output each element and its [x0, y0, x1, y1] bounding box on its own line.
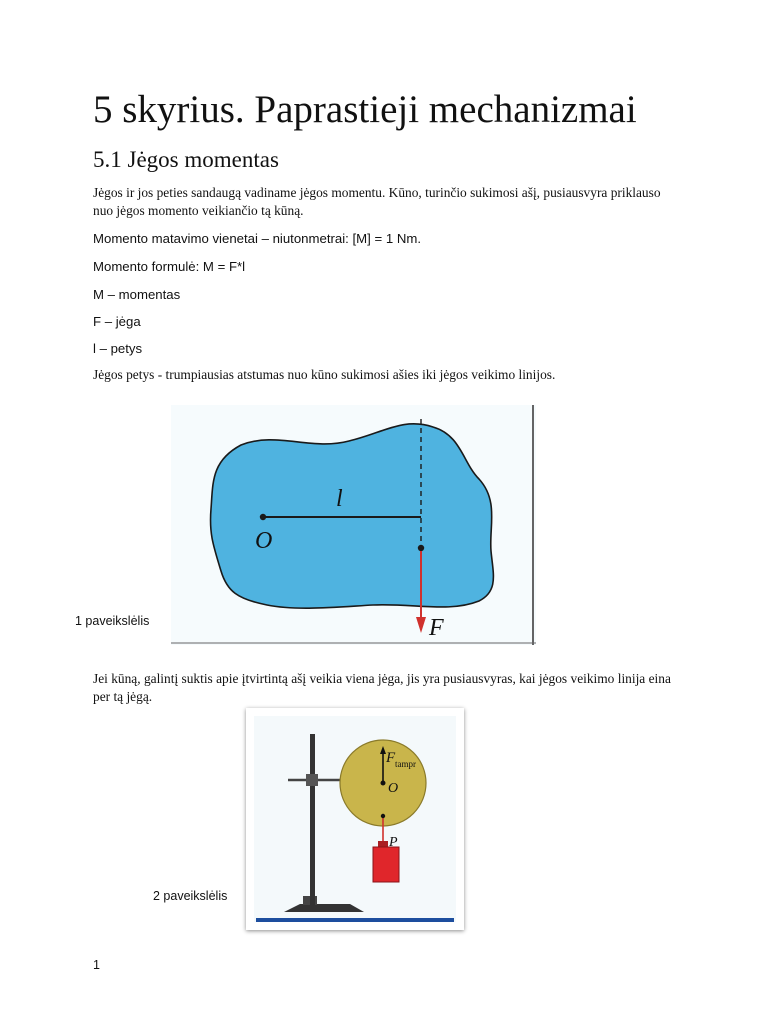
force-application-point — [418, 545, 424, 551]
weight-hook — [378, 841, 388, 847]
weight — [373, 847, 399, 882]
figure-2-background — [254, 716, 456, 922]
figure-2-diagram — [254, 716, 456, 922]
disk-axis-point — [381, 781, 386, 786]
string-attachment-point — [381, 814, 385, 818]
rigid-body-shape — [210, 424, 493, 608]
legend-moment: M – momentas — [93, 287, 181, 302]
stand-clamp — [306, 774, 318, 786]
figure-1-diagram — [171, 405, 536, 645]
elastic-force-subscript: tampr — [395, 759, 416, 769]
paragraph-definition: Jėgos ir jos peties sandaugą vadiname jėgos momentu. Kūno, turinčio sukimosi ašį, pusiausvyra priklauso nuo jėgos momento veikiančio tą kūną. — [93, 185, 661, 218]
legend-force: F – jėga — [93, 314, 141, 329]
weight-label: P — [389, 835, 398, 850]
page-number: 1 — [93, 958, 100, 972]
paragraph-arm-definition: Jėgos petys - trumpiausias atstumas nuo kūno sukimosi ašies iki jėgos veikimo linijos. — [93, 367, 556, 382]
figure-1-caption: 1 paveikslėlis — [75, 614, 150, 628]
rotation-axis-point — [260, 514, 266, 520]
section-title: 5.1 Jėgos momentas — [93, 147, 279, 172]
axis-label: O — [255, 528, 273, 554]
paragraph-units: Momento matavimo vienetai – niutonmetrai: [M] = 1 Nm. — [93, 231, 421, 246]
arm-label: l — [336, 486, 343, 512]
elastic-force-label: F — [386, 750, 396, 766]
force-label: F — [429, 615, 444, 641]
disk-axis-label: O — [388, 781, 399, 796]
legend-arm: l – petys — [93, 341, 143, 356]
paragraph-formula: Momento formulė: M = F*l — [93, 259, 246, 274]
stand-rod — [310, 734, 315, 906]
figure-2-caption: 2 paveikslėlis — [153, 889, 228, 903]
chapter-title: 5 skyrius. Paprastieji mechanizmai — [93, 88, 637, 131]
paragraph-equilibrium: Jei kūną, galintį suktis apie įtvirtintą ašį veikia viena jėga, jis yra pusiausvyras, kai jėgos veikimo linija eina per tą jėgą. — [93, 671, 671, 704]
